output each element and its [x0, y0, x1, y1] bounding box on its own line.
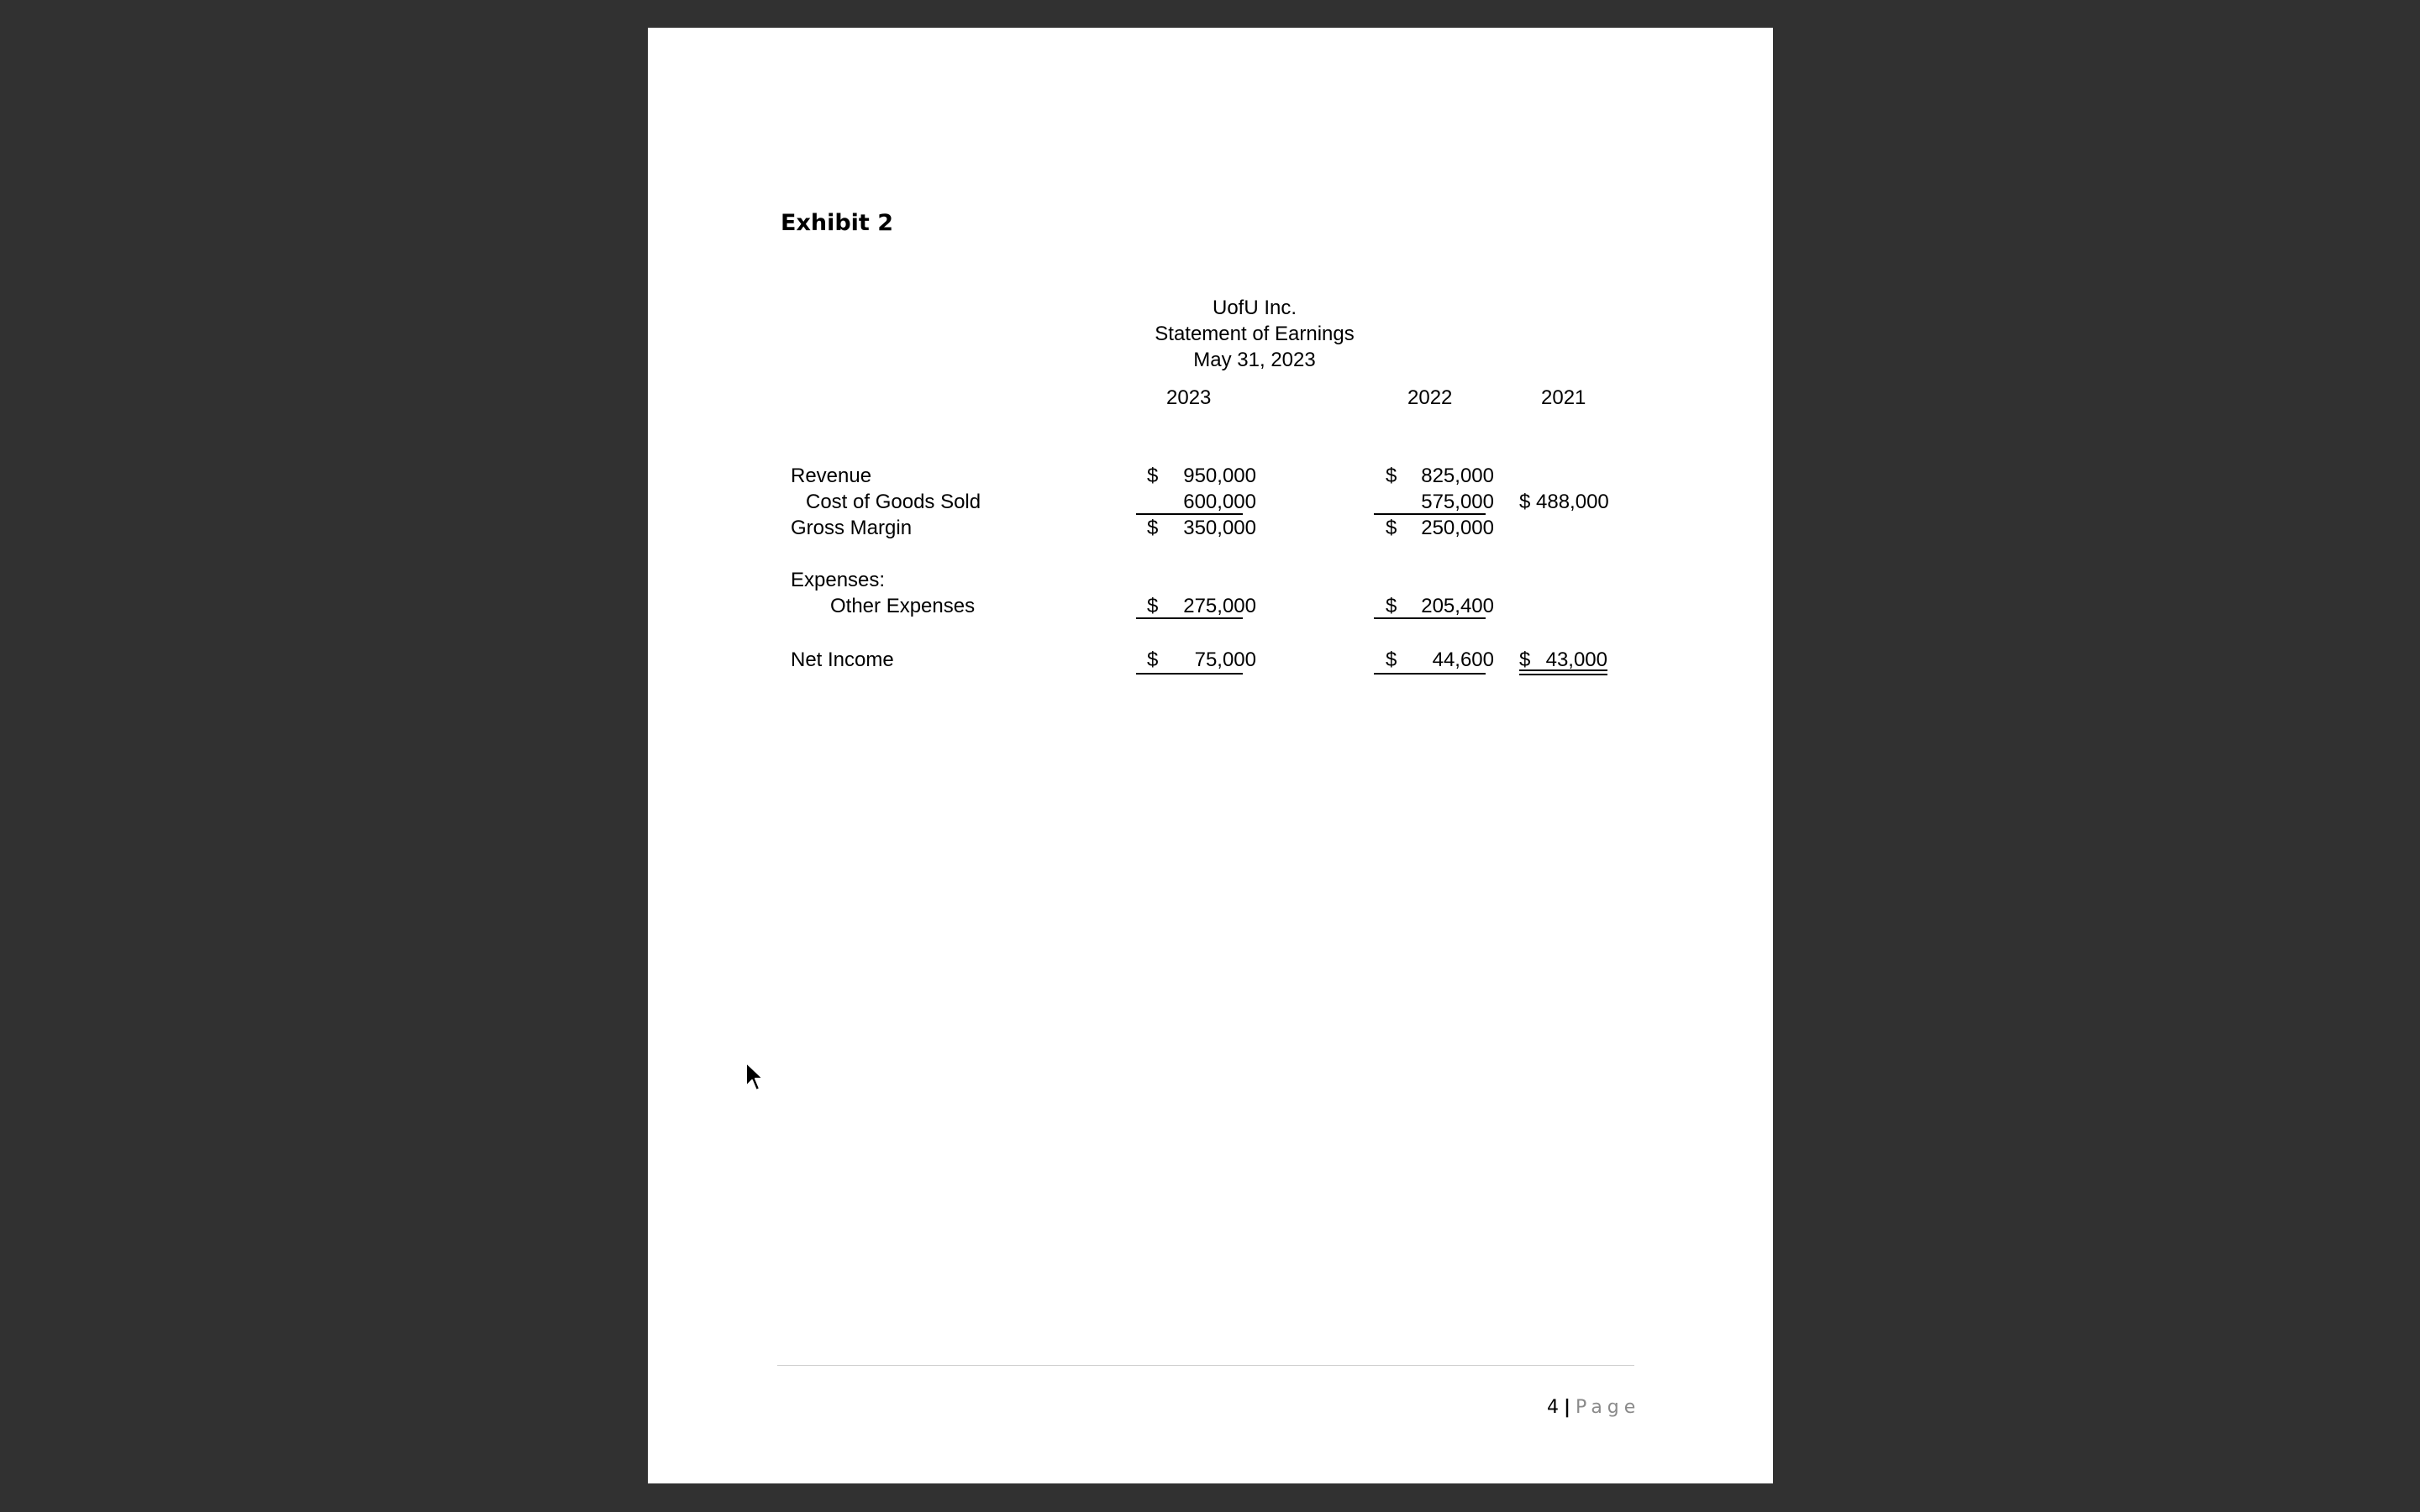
- column-header-2023: 2023: [1166, 386, 1212, 409]
- page-footer: [1547, 1397, 1640, 1418]
- gross-margin-2022-value: 250,000: [1421, 517, 1494, 539]
- exhibit-title: Exhibit 2: [781, 210, 894, 236]
- cogs-2023-underline: [1136, 513, 1243, 515]
- net-income-2022-value: 44,600: [1432, 648, 1494, 671]
- row-label-cogs: Cost of Goods Sold: [806, 491, 981, 513]
- statement-date: May 31, 2023: [1193, 349, 1316, 371]
- column-header-2022: 2022: [1407, 386, 1453, 409]
- revenue-2022-dollar: $: [1386, 465, 1397, 487]
- row-label-revenue: Revenue: [791, 465, 872, 487]
- mouse-pointer-icon: [744, 1061, 765, 1093]
- row-label-gross-margin: Gross Margin: [791, 517, 913, 539]
- statement-title: Statement of Earnings: [1155, 323, 1355, 345]
- gross-margin-2023-value: 350,000: [1183, 517, 1256, 539]
- row-label-other-expenses: Other Expenses: [830, 595, 976, 617]
- net-income-2023-value: 75,000: [1194, 648, 1256, 671]
- gross-margin-2023-dollar: $: [1147, 517, 1159, 539]
- other-expenses-2022-dollar: $: [1386, 595, 1397, 617]
- cogs-2022-underline: [1374, 513, 1486, 515]
- revenue-2023-value: 950,000: [1183, 465, 1256, 487]
- cogs-2022-value: 575,000: [1421, 491, 1494, 513]
- net-income-2023-underline: [1136, 673, 1243, 675]
- footer-separator: |: [1564, 1397, 1571, 1418]
- other-expenses-2023-value: 275,000: [1183, 595, 1256, 617]
- net-income-2022-underline: [1374, 673, 1486, 675]
- page-word: Page: [1576, 1397, 1641, 1418]
- revenue-2022-value: 825,000: [1421, 465, 1494, 487]
- net-income-2023-dollar: $: [1147, 648, 1159, 671]
- other-expenses-2023-dollar: $: [1147, 595, 1159, 617]
- row-label-expenses: Expenses:: [791, 569, 886, 591]
- row-label-net-income: Net Income: [791, 648, 894, 671]
- page-number: 4: [1547, 1397, 1559, 1418]
- cogs-2021-value: $ 488,000: [1519, 491, 1609, 513]
- company-name: UofU Inc.: [1212, 297, 1297, 319]
- other-expenses-2022-underline: [1374, 617, 1486, 619]
- net-income-2022-dollar: $: [1386, 648, 1397, 671]
- net-income-2021-value: 43,000: [1545, 648, 1607, 671]
- revenue-2023-dollar: $: [1147, 465, 1159, 487]
- column-header-2021: 2021: [1541, 386, 1586, 409]
- document-page: [648, 28, 1773, 1483]
- footer-rule: [777, 1365, 1634, 1366]
- net-income-2021-dollar: $: [1519, 648, 1531, 671]
- cogs-2023-value: 600,000: [1183, 491, 1256, 513]
- net-income-2021-double-underline: [1519, 669, 1607, 675]
- other-expenses-2022-value: 205,400: [1421, 595, 1494, 617]
- other-expenses-2023-underline: [1136, 617, 1243, 619]
- gross-margin-2022-dollar: $: [1386, 517, 1397, 539]
